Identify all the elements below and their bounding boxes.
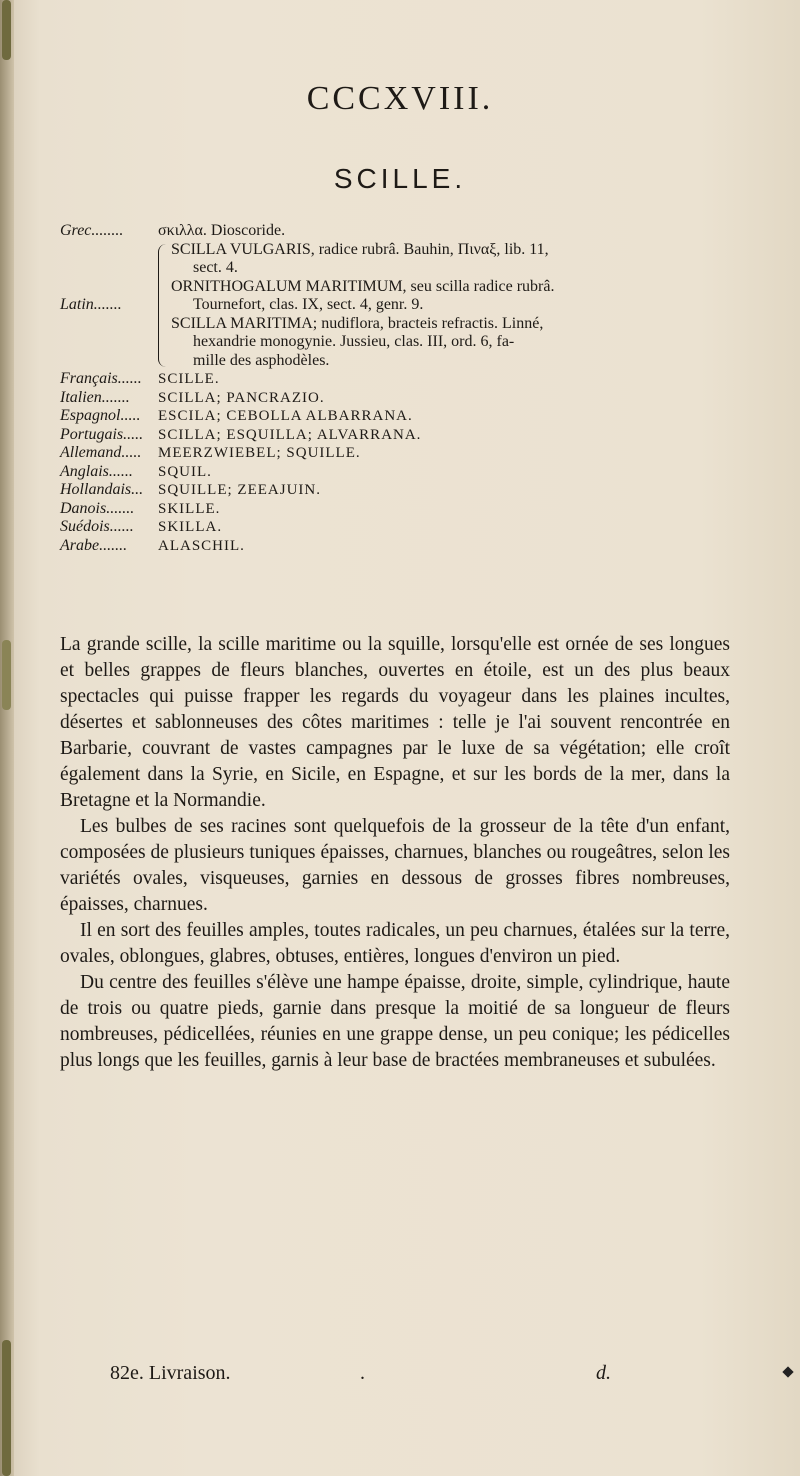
name-row <box>60 444 750 463</box>
lang-value: SQUILLE; ZEEAJUIN. <box>158 482 321 498</box>
page-title: SCILLE. <box>333 163 467 194</box>
lang-label: Suédois...... <box>60 518 134 535</box>
chapter-number: CCCXVIII. <box>306 80 494 117</box>
lang-value: SCILLA; ESQUILLA; ALVARRANA. <box>158 426 422 443</box>
brace <box>158 244 167 368</box>
latin-line: hexandrie monogynie. Jussieu, clas. III, ord. 6, fa- <box>193 333 515 350</box>
lang-label: Hollandais... <box>60 481 144 498</box>
paragraph: Les bulbes de ses racines sont quelquefois de la grosseur de la tête d'un enfant, composées de plusieurs tuniques épaisses, charnues, blanches ou rougeâtres, selon les variétés ovales, visqueuses, garnies en dessous de grosses fibres nombreuses, épaisses, charnues. <box>60 816 730 915</box>
diamond-ornament-icon <box>782 1366 793 1377</box>
lang-value: SQUIL. <box>158 463 212 480</box>
lang-label: Anglais...... <box>60 462 133 480</box>
lang-value: SCILLA; PANCRAZIO. <box>158 389 325 406</box>
name-row <box>60 463 750 482</box>
lang-label: Portugais..... <box>60 425 144 443</box>
lang-label: Espagnol..... <box>60 407 141 424</box>
paragraph: Du centre des feuilles s'élève une hampe épaisse, droite, simple, cylindrique, haute de trois ou quatre pieds, garnie dans presque la moitié de sa longueur de fleurs nombreuses, pédicellées, réunies en une grappe dense, un peu conique; les pédicelles plus longs que les feuilles, garnis à leur base de bractées membraneuses et subulées. <box>60 972 730 1071</box>
name-row <box>60 389 750 408</box>
lang-label: Danois....... <box>60 499 135 517</box>
lang-value: ALASCHIL. <box>158 537 245 554</box>
edge-stain <box>2 1340 11 1476</box>
latin-line: Tournefort, clas. IX, sect. 4, genr. 9. <box>193 296 424 313</box>
body-text <box>60 632 730 1074</box>
lang-value: σκιλλα. Dioscoride. <box>158 222 286 239</box>
edge-stain <box>2 640 11 710</box>
name-row <box>60 407 750 426</box>
lang-value: SKILLE. <box>158 500 221 517</box>
lang-value: MEERZWIEBEL; SQUILLE. <box>158 445 361 461</box>
page-edge <box>0 0 14 1476</box>
name-row <box>60 518 750 537</box>
name-row <box>60 481 750 500</box>
paragraph: La grande scille, la scille maritime ou la squille, lorsqu'elle est ornée de ses longues et belles grappes de fleurs blanches, ouvertes en étoile, est un des plus beaux spectacles qui puisse frapper les regards du voyageur dans les plaines incultes, désertes et sablonneuses des côtes maritimes : telle je l'ai souvent rencontrée en Barbarie, couvrant de vastes campagnes par le luxe de sa végétation; elle croît également dans la Syrie, en Sicile, en Espagne, et sur les bords de la mer, dans la Bretagne et la Normandie. <box>60 634 730 811</box>
name-row <box>60 426 750 445</box>
names-table <box>60 222 750 555</box>
paragraph: Il en sort des feuilles amples, toutes radicales, un peu charnues, étalées sur la terre, ovales, oblongues, glabres, obtuses, entières, longues d'environ un pied. <box>60 920 730 967</box>
lang-value: ESCILA; CEBOLLA ALBARRANA. <box>158 408 413 424</box>
lang-label: Grec........ <box>60 222 124 239</box>
lang-label: Latin....... <box>60 296 122 313</box>
latin-line: mille des asphodèles. <box>193 351 330 369</box>
latin-line: SCILLA VULGARIS, radice rubrâ. Bauhin, Πιναξ, lib. 11, <box>171 240 549 258</box>
signature-mark: d. <box>596 1362 611 1384</box>
lang-label: Français...... <box>60 370 142 387</box>
lang-value: SKILLA. <box>158 519 223 535</box>
name-row-latin <box>60 241 750 371</box>
issue-number: 82e. Livraison. <box>110 1362 231 1384</box>
name-row <box>60 537 750 556</box>
lang-label: Arabe....... <box>60 536 128 554</box>
latin-line: sect. 4. <box>193 259 238 276</box>
latin-line: SCILLA MARITIMA; nudiflora, bracteis refractis. Linné, <box>171 314 544 332</box>
lang-value: SCILLE. <box>158 371 220 387</box>
lang-label: Italien....... <box>60 388 130 406</box>
footer-dot: . <box>360 1362 365 1384</box>
name-row-grec <box>60 222 750 241</box>
edge-stain <box>2 0 11 60</box>
latin-line: ORNITHOGALUM MARITIMUM, seu scilla radice rubrâ. <box>171 277 555 295</box>
name-row <box>60 500 750 519</box>
lang-label: Allemand..... <box>60 444 142 461</box>
name-row <box>60 370 750 389</box>
